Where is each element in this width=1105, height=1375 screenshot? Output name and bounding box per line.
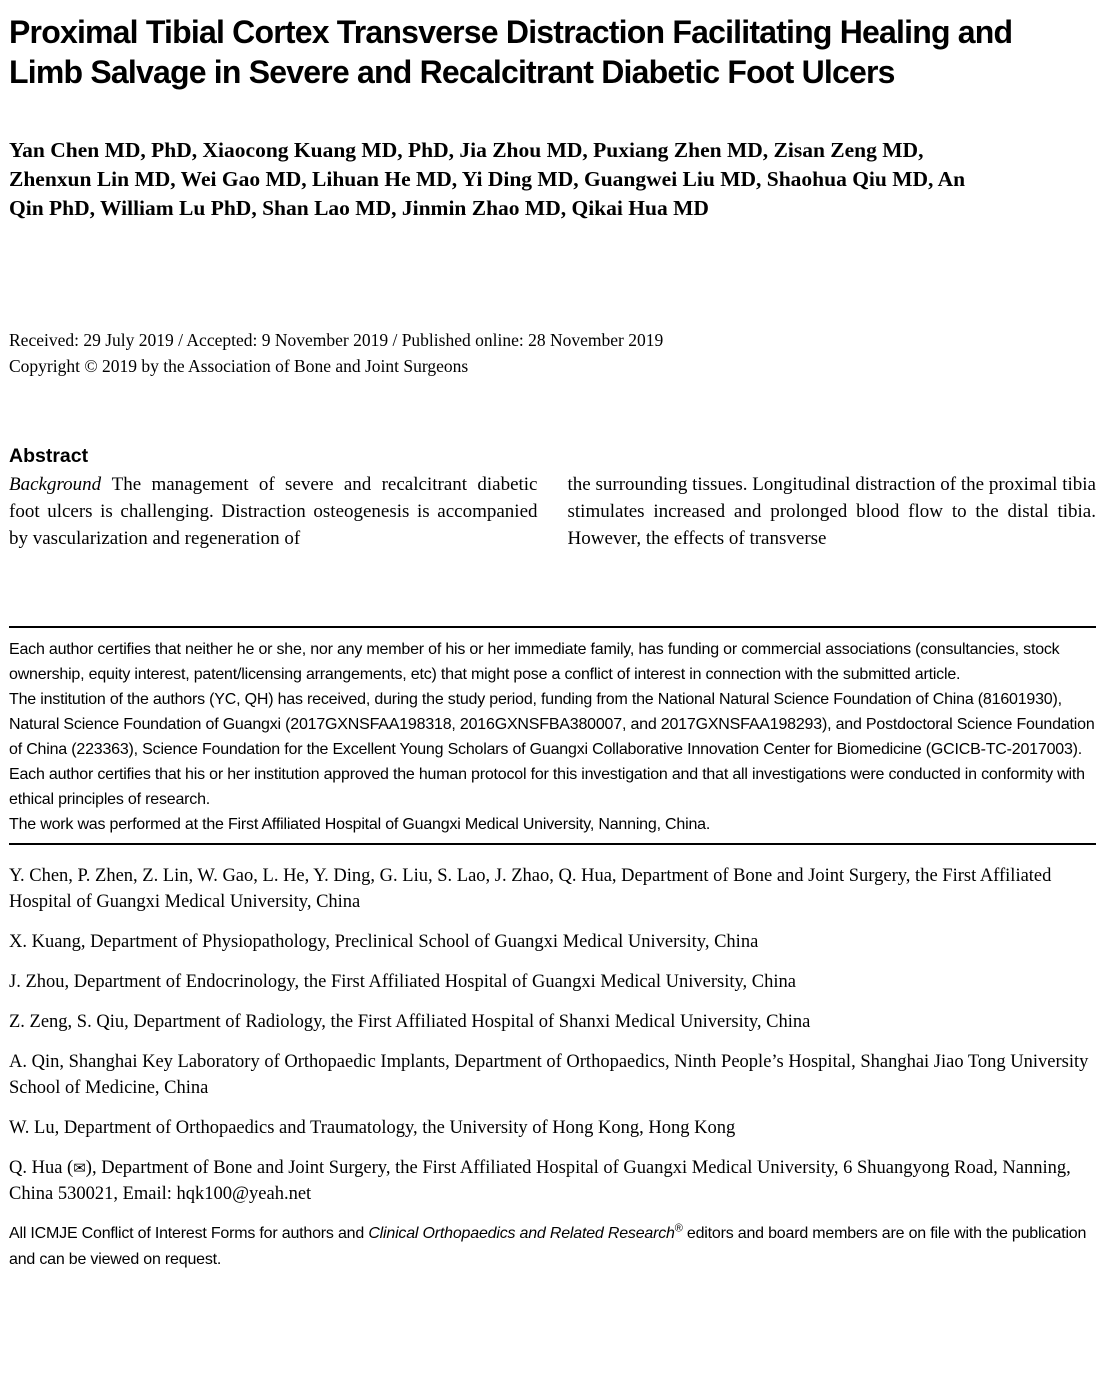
icmje-suffix: editors and board members are on file with the publication and can be viewed on request. [9, 1225, 1087, 1268]
icmje-prefix: All ICMJE Conflict of Interest Forms for authors and [9, 1225, 369, 1242]
affiliation-item: Y. Chen, P. Zhen, Z. Lin, W. Gao, L. He, Y. Ding, G. Liu, S. Lao, J. Zhao, Q. Hua, Department of Bone and Joint Surgery, the First Affiliated Hospital of Guangxi Medical University, China [9, 866, 1052, 912]
affiliation-item: J. Zhou, Department of Endocrinology, the First Affiliated Hospital of Guangxi Medical University, China [9, 972, 796, 992]
journal-name: Clinical Orthopaedics and Related Research [368, 1225, 675, 1242]
affiliation-item: W. Lu, Department of Orthopaedics and Traumatology, the University of Hong Kong, Hong Kong [9, 1118, 736, 1138]
footnote-divider [9, 626, 1096, 628]
abstract-columns [9, 471, 1096, 552]
background-label: Background [9, 474, 102, 495]
abstract-heading: Abstract [9, 445, 89, 467]
corresponding-author-pre: Q. Hua ( [9, 1158, 74, 1178]
dates-line: Received: 29 July 2019 / Accepted: 9 November 2019 / Published online: 28 November 2019 [9, 330, 664, 350]
footnote-ethics-statement: Each author certifies that his or her institution approved the human protocol for this investigation and that all investigations were conducted in conformity with ethical principles of research. [9, 766, 1085, 808]
affiliation-corresponding-author [9, 1155, 1096, 1207]
icmje-statement [9, 1221, 1096, 1273]
footnotes-block [9, 637, 1096, 837]
abstract-left-text: The management of severe and recalcitrant diabetic foot ulcers is challenging. Distraction osteogenesis is accompanied by vascularization and regeneration of [9, 474, 538, 549]
authors-line: Yan Chen MD, PhD, Xiaocong Kuang MD, PhD, Jia Zhou MD, Puxiang Zhen MD, Zisan Zeng MD, Zhenxun Lin MD, Wei Gao MD, Lihuan He MD, Yi Ding MD, Guangwei Liu MD, Shaohua Qiu MD, An Qin PhD, William Lu PhD, Shan Lao MD, Jinmin Zhao MD, Qikai Hua MD [9, 138, 966, 220]
footnote-conflict-statement: Each author certifies that neither he or she, nor any member of his or her immediate family, has funding or commercial associations (consultancies, stock ownership, equity interest, patent/licensing arrangements, etc) that might pose a conflict of interest in connection with the submitted article. [9, 641, 1060, 683]
registered-trademark-mark: ® [674, 1222, 683, 1235]
affiliations-block [9, 863, 1096, 1273]
envelope-icon: ✉ [73, 1159, 86, 1177]
article-title: Proximal Tibial Cortex Transverse Distraction Facilitating Healing and Limb Salvage in Severe and Recalcitrant Diabetic Foot Ulcers [9, 14, 1013, 90]
abstract-section [9, 443, 1096, 552]
affiliation-item: X. Kuang, Department of Physiopathology, Preclinical School of Guangxi Medical University, China [9, 932, 759, 952]
affiliations-divider [9, 843, 1096, 845]
footnote-funding-statement: The institution of the authors (YC, QH) has received, during the study period, funding from the National Natural Science Foundation of China (81601930), Natural Science Foundation of Guangxi (2017GXNSFAA198318, 2016GXNSFBA380007, and 2017GXNSFAA198293), and Postdoctoral Science Foundation of China (223363), Science Foundation for the Excellent Young Scholars of Guangxi Collaborative Innovation Center for Biomedicine (GCICB-TC-2017003). [9, 691, 1095, 758]
affiliation-item: A. Qin, Shanghai Key Laboratory of Orthopaedic Implants, Department of Orthopaedics, Ninth People’s Hospital, Shanghai Jiao Tong University School of Medicine, China [9, 1052, 1089, 1098]
affiliation-item: Z. Zeng, S. Qiu, Department of Radiology, the First Affiliated Hospital of Shanxi Medical University, China [9, 1012, 811, 1032]
abstract-column-left [9, 471, 538, 552]
corresponding-author-post: ), Department of Bone and Joint Surgery, the First Affiliated Hospital of Guangxi Medical University, 6 Shuangyong Road, Nanning, China 530021, Email: hqk100@yeah.net [9, 1158, 1071, 1204]
abstract-column-right: the surrounding tissues. Longitudinal distraction of the proximal tibia stimulates increased and prolonged blood flow to the distal tibia. However, the effects of transverse [567, 474, 1096, 549]
publication-history [9, 327, 1096, 379]
copyright-line: Copyright © 2019 by the Association of Bone and Joint Surgeons [9, 356, 469, 376]
footnote-work-location: The work was performed at the First Affiliated Hospital of Guangxi Medical University, Nanning, China. [9, 816, 711, 833]
